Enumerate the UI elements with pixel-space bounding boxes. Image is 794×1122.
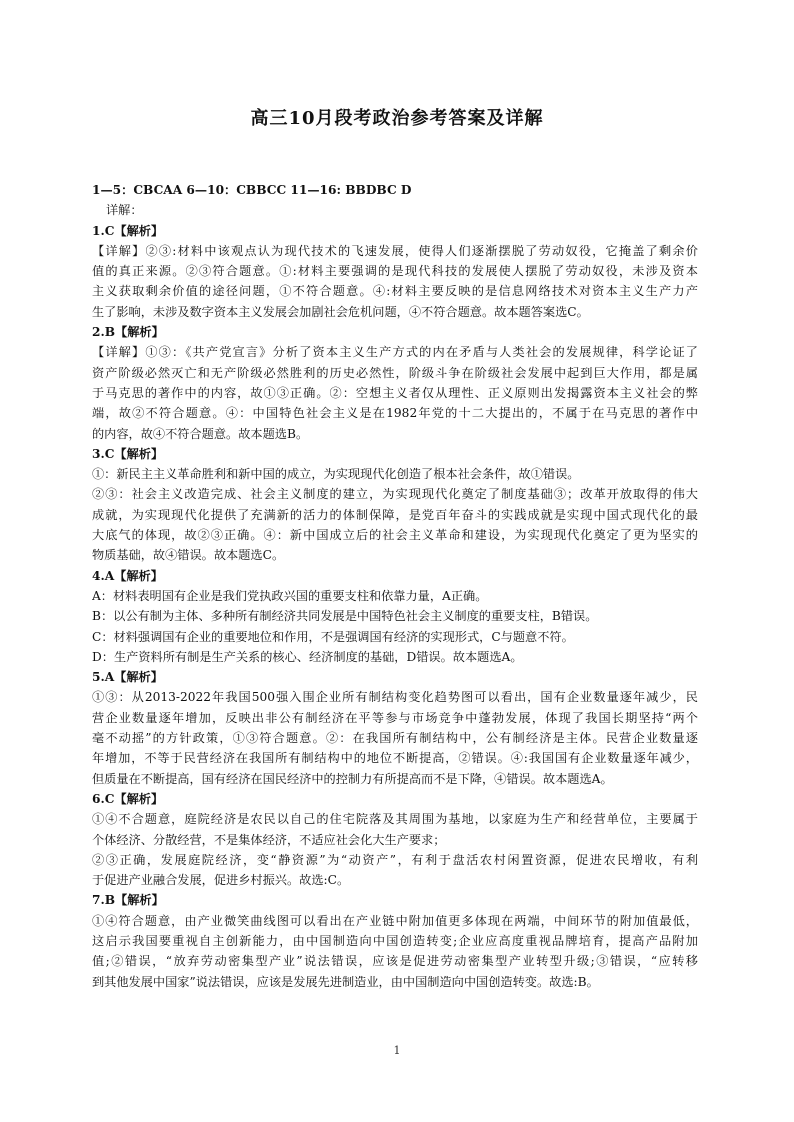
text-line: 值;②错误，“放弃劳动密集型产业”说法错误，应该是促进劳动密集型产业转型升级;③错误，“应转移: [92, 954, 698, 969]
text-line: 但质量在不断提高，国有经济在国民经济中的控制力有所提高而不是下降，④错误。故本题选A。: [92, 771, 613, 786]
text-line: D：生产资料所有制是生产关系的核心、经济制度的基础，D错误。故本题选A。: [92, 649, 523, 664]
text-line: 成就，为实现现代化提供了充满新的活力的体制保障，是党百年奋斗的实践成就是实现中国式现代化的最: [92, 507, 698, 522]
text-line: 端，故②不符合题意。④：中国特色社会主义是在1982年党的十二大提出的，不属于在马克思的著作中: [92, 406, 698, 421]
text-line: 【详解】①③：《共产党宣言》分析了资本主义生产方式的内在矛盾与人类社会的发展规律，科学论证了: [92, 345, 698, 360]
text-line: 详解：: [106, 203, 143, 218]
text-line: ①④符合题意，由产业微笑曲线图可以看出在产业链中附加值更多体现在两端，中间环节的附加值最低，: [92, 913, 698, 928]
text-line: B：以公有制为主体、多种所有制经济共同发展是中国特色社会主义制度的重要支柱，B错误。: [92, 609, 598, 624]
text-line: 个体经济、分散经营，不是集体经济，不适应社会化大生产要求；: [92, 832, 446, 847]
text-line: 物质基础，故④错误。故本题选C。: [92, 548, 285, 563]
text-line: 营企业数量逐年增加，反映出非公有制经济在平等参与市场竞争中蓬勃发展，体现了我国长期坚持“两个: [92, 710, 698, 725]
text-line: 主义获取剩余价值的途径问题，①不符合题意。④:材料主要反映的是信息网络技术对资本主义生产力产: [92, 284, 698, 299]
text-line: 的内容，故④不符合题意。故本题选B。: [92, 426, 309, 441]
question-heading: 1.C【解析】: [92, 223, 164, 238]
question-heading: 6.C【解析】: [92, 791, 164, 806]
question-heading: 1—5：CBCAA 6—10：CBBCC 11—16: BBDBC D: [92, 183, 412, 197]
question-heading: 3.C【解析】: [92, 446, 164, 461]
text-line: ①④不合题意，庭院经济是农民以自己的住宅院落及其周围为基地，以家庭为生产和经营单位，主要属于: [92, 812, 698, 827]
question-heading: 5.A【解析】: [92, 670, 163, 685]
text-line: 这启示我国要重视自主创新能力，由中国制造向中国创造转变;企业应高度重视品牌培育，提高产品附加: [92, 933, 698, 948]
text-line: ①③：从2013-2022年我国500强入围企业所有制结构变化趋势图可以看出，国有企业数量逐年减少，民: [92, 690, 698, 705]
text-line: 大底气的体现，故②③正确。④：新中国成立后的社会主义革命和建设，为实现现代化奠定了更为坚实的: [92, 528, 698, 543]
text-line: 值的真正来源。②③符合题意。①:材料主要强调的是现代科技的发展使人摆脱了劳动奴役，未涉及资本: [92, 264, 698, 279]
text-line: 【详解】②③:材料中该观点认为现代技术的飞速发展，使得人们逐渐摆脱了劳动奴役，它掩盖了剩余价: [92, 243, 698, 258]
text-line: 于促进产业融合发展，促进乡村振兴。故选:C。: [92, 873, 350, 888]
text-line: A：材料表明国有企业是我们党执政兴国的重要支柱和依靠力量，A正确。: [92, 588, 488, 603]
text-line: 资产阶级必然灭亡和无产阶级必然胜利的历史必然性，阶级斗争在阶级社会发展中起到巨大作用，都是属: [92, 365, 698, 380]
question-heading: 2.B【解析】: [92, 325, 164, 340]
text-line: 年增加，不等于民营经济在我国所有制结构中的地位不断提高，②错误。④:我国国有企业数量逐年减少，: [92, 751, 698, 766]
text-line: 生了影响，未涉及数字资本主义发展会加剧社会危机问题，④不符合题意。故本题答案选C。: [92, 304, 589, 319]
text-line: ①：新民主主义革命胜利和新中国的成立，为实现现代化创造了根本社会条件，故①错误。: [92, 467, 580, 482]
text-line: ②③：社会主义改造完成、社会主义制度的建立，为实现现代化奠定了制度基础③；改革开放取得的伟大: [92, 487, 698, 502]
text-line: 到其他发展中国家”说法错误，应该是发展先进制造业，由中国制造向中国创造转变。故选:B。: [92, 974, 599, 989]
answer-content: [92, 180, 698, 992]
text-line: C：材料强调国有企业的重要地位和作用，不是强调国有经济的实现形式，C与题意不符。: [92, 629, 574, 644]
text-line: ②③正确，发展庭院经济，变“静资源”为“动资产”，有利于盘活农村闲置资源，促进农民增收，有利: [92, 852, 698, 867]
text-line: 毫不动摇”的方针政策，①③符合题意。②：在我国所有制结构中，公有制经济是主体。民营企业数量逐: [92, 731, 698, 746]
page-number: 1: [393, 1044, 401, 1057]
page-title: 高三10月段考政治参考答案及详解: [250, 108, 544, 129]
text-line: 于马克思的著作中的内容，故①③正确。②：空想主义者仅从理性、正义原则出发揭露资本主义社会的弊: [92, 385, 698, 400]
question-heading: 4.A【解析】: [92, 568, 163, 583]
question-heading: 7.B【解析】: [92, 893, 164, 908]
